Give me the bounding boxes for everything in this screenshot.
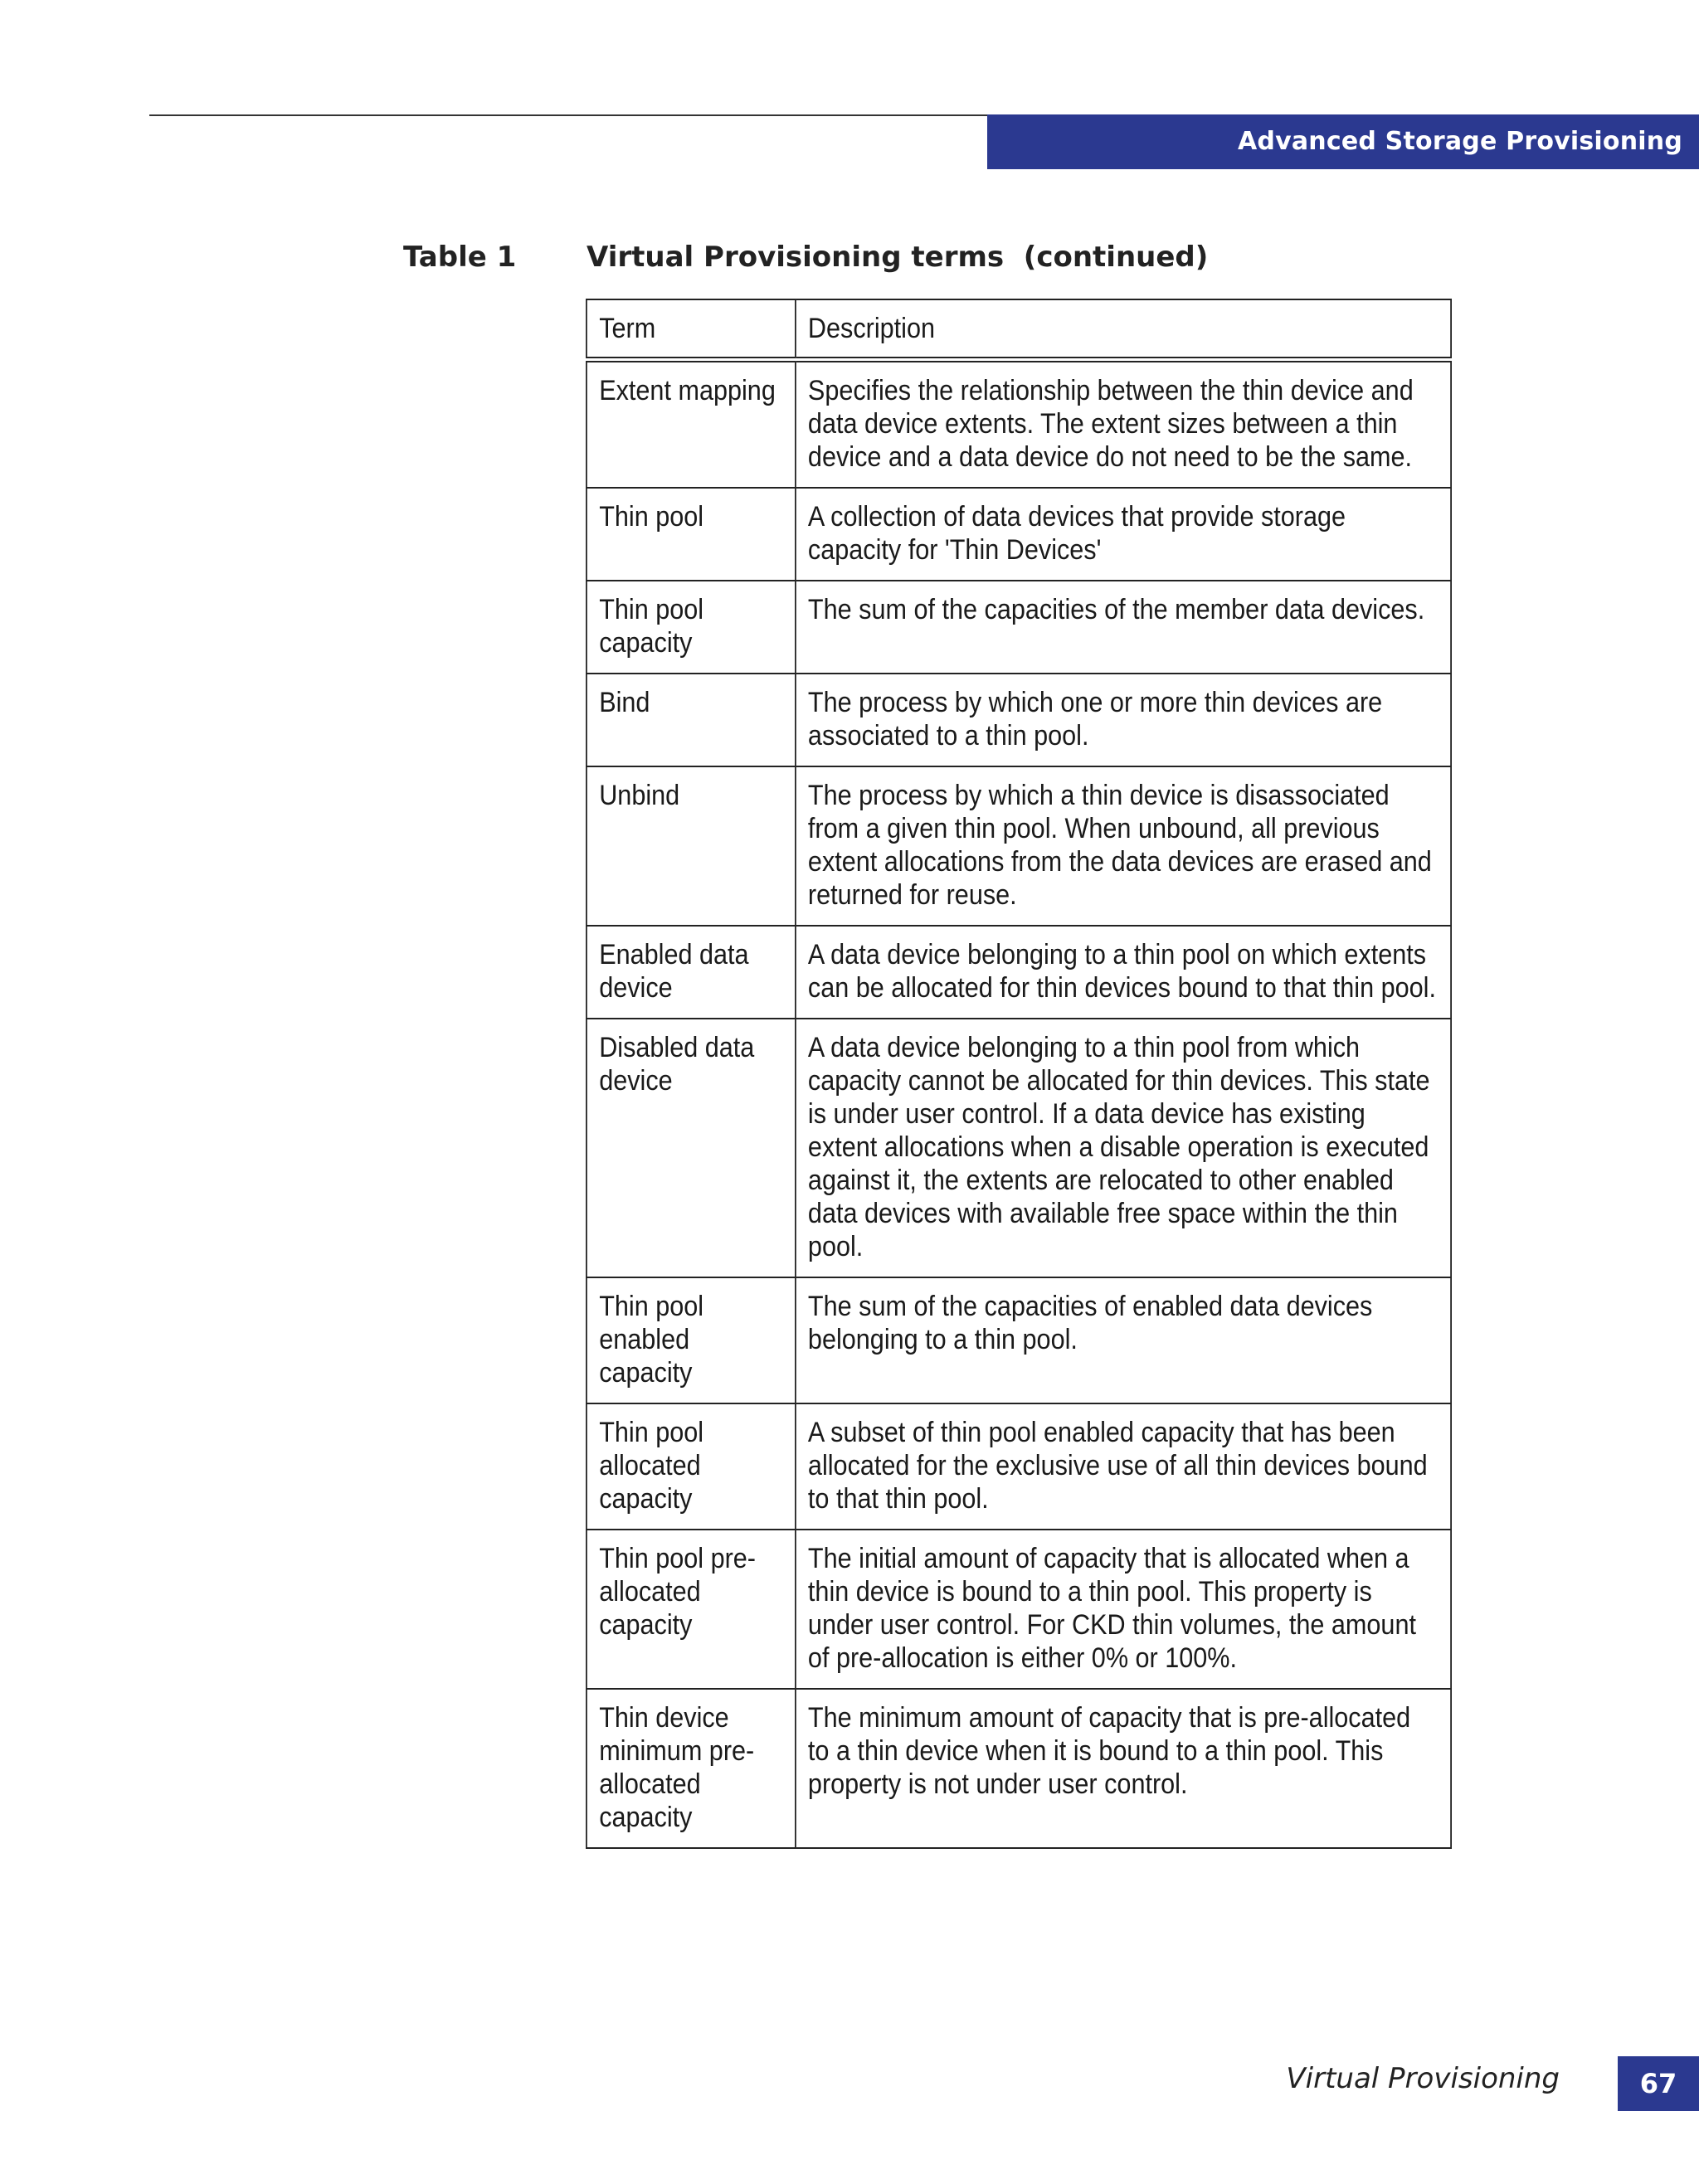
term-cell: Thin pool capacity [587, 581, 796, 674]
term-cell: Extent mapping [587, 360, 796, 489]
table-header-row [587, 299, 1451, 360]
term-cell: Thin pool allocated capacity [587, 1403, 796, 1530]
term-cell: Bind [587, 674, 796, 766]
terms-table [586, 299, 1452, 1849]
term-cell: Thin pool enabled capacity [587, 1277, 796, 1403]
table-row [587, 766, 1451, 926]
description-cell: The process by which a thin device is disassociated from a given thin pool. When unbound, all previous extent allocations from the data devices are erased and returned for reuse. [796, 766, 1451, 926]
description-cell: A subset of thin pool enabled capacity that has been allocated for the exclusive use of all thin devices bound to that thin pool. [796, 1403, 1451, 1530]
term-cell: Disabled data device [587, 1019, 796, 1277]
description-cell: The minimum amount of capacity that is pre-allocated to a thin device when it is bound to a thin pool. This property is not under user control. [796, 1689, 1451, 1848]
column-header-description: Description [796, 299, 1451, 360]
table-title: Virtual Provisioning terms (continued) [587, 241, 1209, 274]
description-cell: The sum of the capacities of the member data devices. [796, 581, 1451, 674]
description-cell: The process by which one or more thin devices are associated to a thin pool. [796, 674, 1451, 766]
table-row [587, 581, 1451, 674]
page-number: 67 [1618, 2056, 1699, 2111]
table-row [587, 1689, 1451, 1848]
table-label: Table 1 [403, 241, 517, 274]
term-cell: Unbind [587, 766, 796, 926]
description-cell: A collection of data devices that provide storage capacity for 'Thin Devices' [796, 488, 1451, 581]
term-cell: Thin device minimum pre-allocated capacity [587, 1689, 796, 1848]
term-cell: Thin pool [587, 488, 796, 581]
table-row [587, 926, 1451, 1019]
table-row [587, 1019, 1451, 1277]
description-cell: A data device belonging to a thin pool on which extents can be allocated for thin devices bound to that thin pool. [796, 926, 1451, 1019]
description-cell: A data device belonging to a thin pool from which capacity cannot be allocated for thin devices. This state is under user control. If a data device has existing extent allocations when a disable operation is executed against it, the extents are relocated to other enabled data devices with available free space within the thin pool. [796, 1019, 1451, 1277]
term-cell: Enabled data device [587, 926, 796, 1019]
section-title: Advanced Storage Provisioning [1237, 127, 1682, 156]
table-row [587, 1530, 1451, 1689]
table-row [587, 674, 1451, 766]
table-row [587, 1403, 1451, 1530]
column-header-term: Term [587, 299, 796, 360]
description-cell: Specifies the relationship between the thin device and data device extents. The extent sizes between a thin device and a data device do not need to be the same. [796, 360, 1451, 489]
section-header [987, 114, 1699, 169]
table-row [587, 1277, 1451, 1403]
table-row [587, 488, 1451, 581]
description-cell: The sum of the capacities of enabled data devices belonging to a thin pool. [796, 1277, 1451, 1403]
description-cell: The initial amount of capacity that is allocated when a thin device is bound to a thin pool. This property is under user control. For CKD thin volumes, the amount of pre-allocation is either 0% or 100%. [796, 1530, 1451, 1689]
term-cell: Thin pool pre-allocated capacity [587, 1530, 796, 1689]
header-rule [149, 114, 987, 116]
footer-doc-title: Virtual Provisioning [1286, 2062, 1560, 2095]
table-row [587, 360, 1451, 489]
